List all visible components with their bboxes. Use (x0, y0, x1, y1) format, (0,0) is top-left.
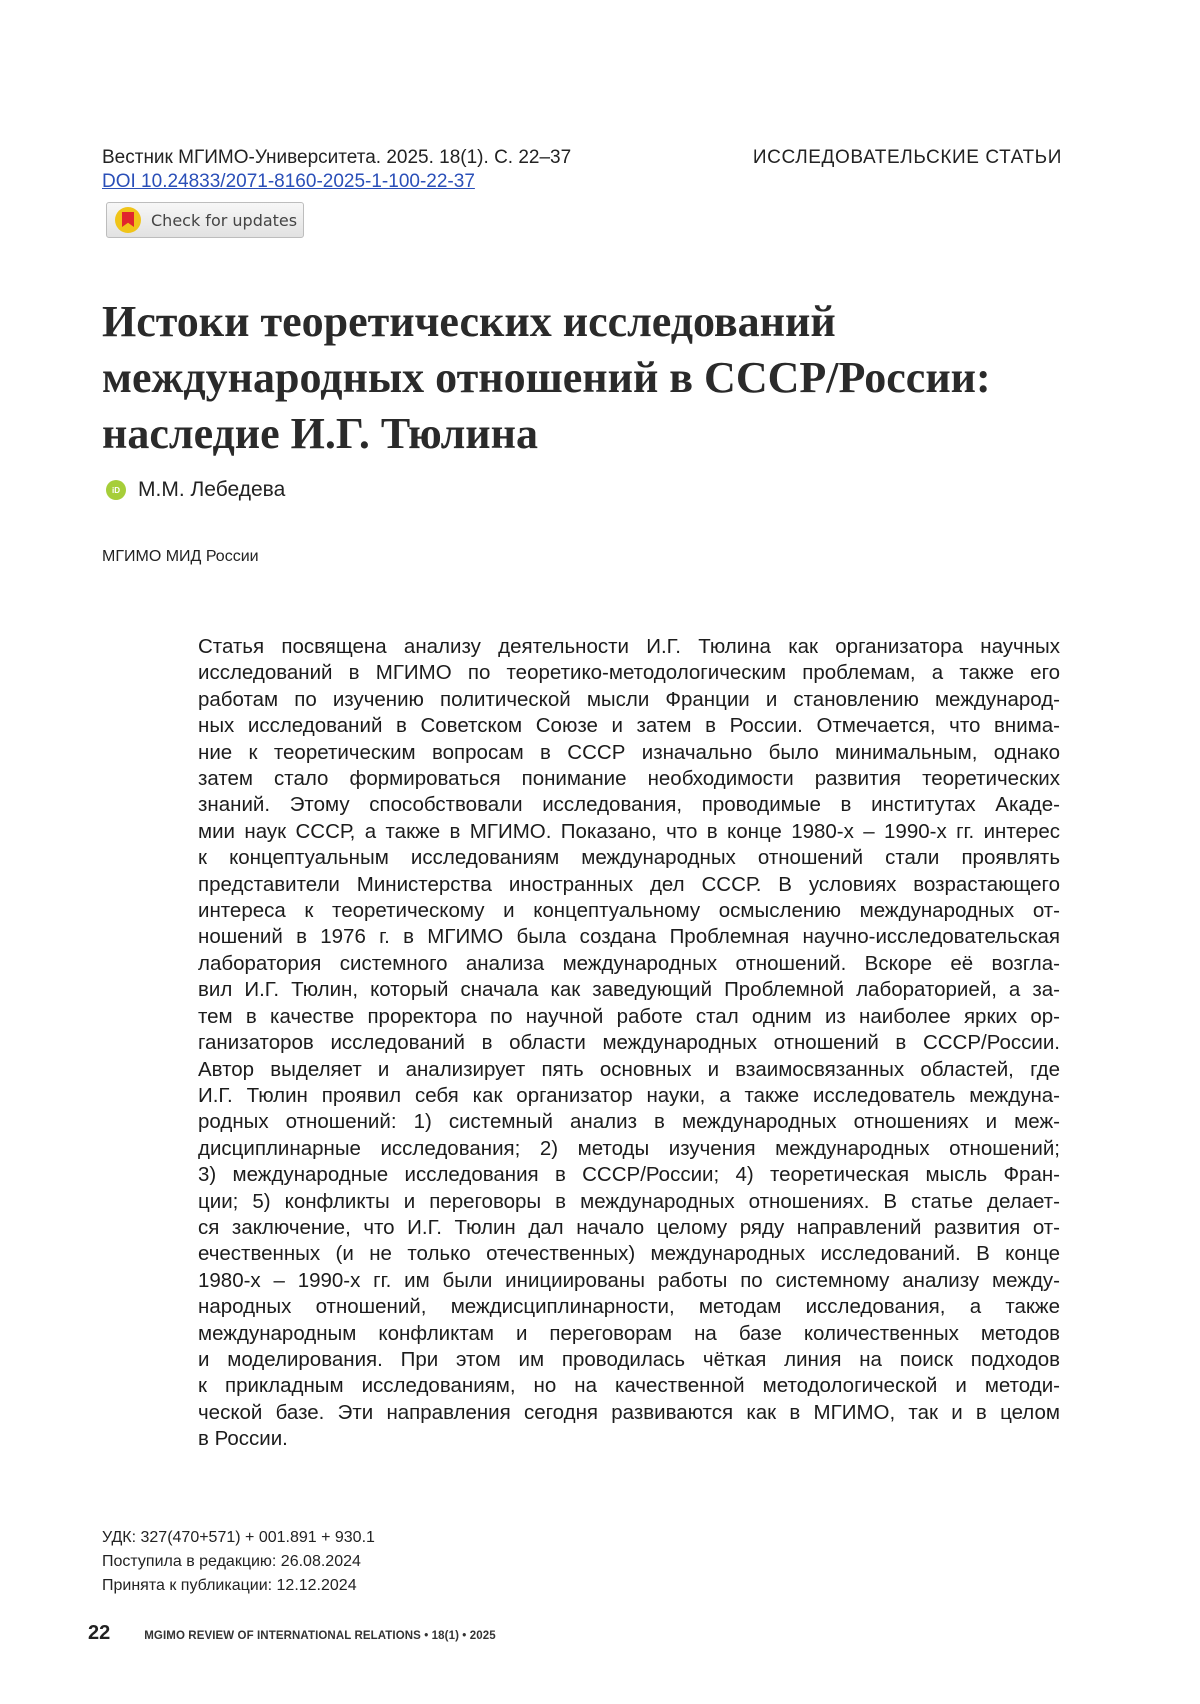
orcid-icon[interactable]: iD (106, 480, 126, 500)
abstract-line: 3) международные исследования в СССР/России; 4) теоретическая мысль Фран- (198, 1163, 1060, 1187)
journal-citation: Вестник МГИМО-Университета. 2025. 18(1). С. 22–37 (102, 147, 572, 168)
abstract-line: работам по изучению политической мысли Франции и становлению международ- (198, 687, 1060, 711)
article-title (102, 294, 1102, 462)
received-date: Поступила в редакцию: 26.08.2024 (102, 1553, 361, 1570)
abstract-line: в России. (198, 1427, 288, 1451)
abstract-line: вил И.Г. Тюлин, который сначала как заведующий Проблемной лабораторией, а за- (198, 978, 1060, 1002)
crossmark-icon (115, 207, 141, 233)
abstract-line: к прикладным исследованиям, но на качественной методологической и методи- (198, 1374, 1060, 1398)
abstract-line: ции; 5) конфликты и переговоры в международных отношениях. В статье делает- (198, 1189, 1060, 1213)
abstract-line: ных исследований в Советском Союзе и затем в России. Отмечается, что внима- (198, 714, 1060, 738)
abstract-line: дисциплинарные исследования; 2) методы изучения международных отношений; (198, 1136, 1060, 1160)
abstract-line: Статья посвящена анализу деятельности И.Г. Тюлина как организатора научных (198, 635, 1060, 658)
section-label: ИССЛЕДОВАТЕЛЬСКИЕ СТАТЬИ (752, 147, 1062, 168)
doi-link[interactable]: DOI 10.24833/2071-8160-2025-1-100-22-37 (102, 171, 475, 192)
title-line: международных отношений в СССР/России: (102, 353, 991, 402)
abstract-line: исследований в МГИМО по теоретико-методологическим проблемам, а также его (198, 661, 1060, 685)
abstract (198, 634, 1060, 1474)
title-line: Истоки теоретических исследований (102, 297, 836, 346)
author-name: М.М. Лебедева (138, 478, 286, 501)
abstract-line: ганизаторов исследований в области международных отношений в СССР/России. (198, 1031, 1060, 1055)
check-for-updates-label: Check for updates (151, 210, 298, 230)
abstract-line: знаний. Этому способствовали исследования, проводимые в институтах Акаде- (198, 793, 1060, 817)
abstract-line: лаборатория системного анализа международных отношений. Вскоре её возгла- (198, 951, 1060, 975)
abstract-line: мии наук СССР, а также в МГИМО. Показано, что в конце 1980-х – 1990-х гг. интерес (198, 819, 1060, 843)
article-metadata (102, 1526, 375, 1598)
abstract-line: Автор выделяет и анализирует пять основных и взаимосвязанных областей, где (198, 1057, 1060, 1081)
abstract-line: родных отношений: 1) системный анализ в международных отношениях и меж- (198, 1110, 1060, 1134)
abstract-line: тем в качестве проректора по научной работе стал одним из наиболее ярких ор- (198, 1004, 1060, 1028)
author-affiliation: МГИМО МИД России (102, 548, 259, 565)
page-footer (88, 1622, 496, 1645)
abstract-line: 1980-х – 1990-х гг. им были инициированы работы по системному анализу между- (198, 1268, 1060, 1292)
abstract-line: ние к теоретическим вопросам в СССР изначально было минимальным, однако (198, 740, 1060, 764)
abstract-line: ечественных (и не только отечественных) международных исследований. В конце (198, 1242, 1060, 1266)
abstract-line: ношений в 1976 г. в МГИМО была создана Проблемная научно-исследовательская (198, 925, 1060, 949)
author-row (106, 478, 285, 502)
title-line: наследие И.Г. Тюлина (102, 409, 538, 458)
check-for-updates-button[interactable] (106, 202, 304, 238)
abstract-line: народных отношений, междисциплинарности, методам исследования, а также (198, 1295, 1060, 1319)
abstract-line: представители Министерства иностранных дел СССР. В условиях возрастающего (198, 872, 1060, 896)
abstract-line: и моделирования. При этом им проводилась чёткая линия на поиск подходов (198, 1347, 1060, 1371)
abstract-line: затем стало формироваться понимание необходимости развития теоретических (198, 767, 1060, 791)
udk-code: УДК: 327(470+571) + 001.891 + 930.1 (102, 1529, 375, 1546)
abstract-line: международным конфликтам и переговорам на базе количественных методов (198, 1321, 1060, 1345)
footer-journal-name: MGIMO REVIEW OF INTERNATIONAL RELATIONS • 18(1) • 2025 (144, 1630, 496, 1642)
abstract-line: к концептуальным исследованиям международных отношений стали проявлять (198, 846, 1060, 870)
abstract-line: И.Г. Тюлин проявил себя как организатор науки, а также исследователь междуна- (198, 1083, 1060, 1107)
page-number: 22 (88, 1622, 111, 1644)
accepted-date: Принята к публикации: 12.12.2024 (102, 1577, 357, 1594)
abstract-line: ся заключение, что И.Г. Тюлин дал начало целому ряду направлений развития от- (198, 1215, 1060, 1239)
abstract-line: ческой базе. Эти направления сегодня развиваются как в МГИМО, так и в целом (198, 1400, 1060, 1424)
abstract-line: интереса к теоретическому и концептуальному осмыслению международных от- (198, 899, 1060, 923)
article-header (102, 146, 1062, 194)
